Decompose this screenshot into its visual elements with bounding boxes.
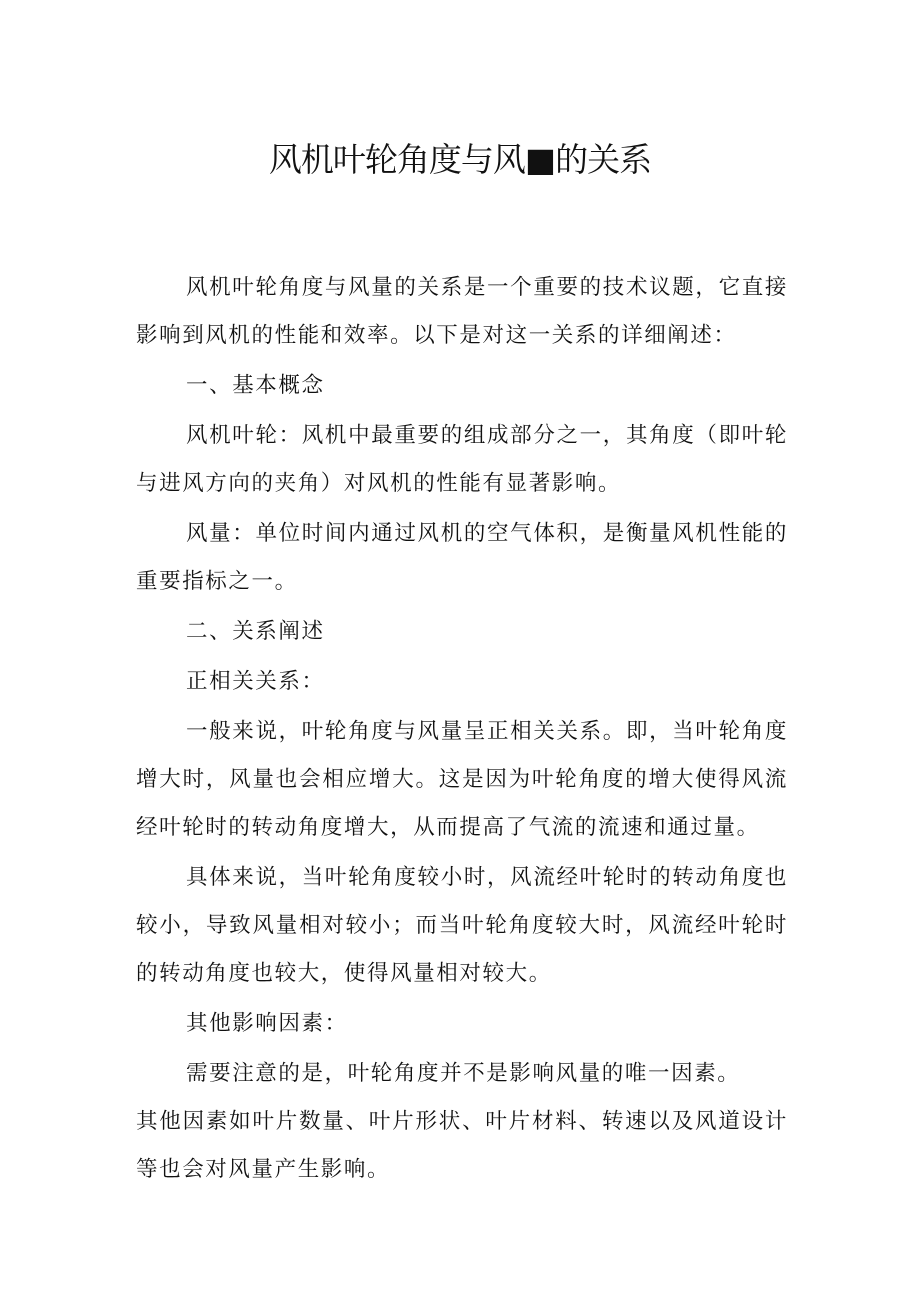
subheading-other-factors: 其他影响因素： bbox=[186, 1011, 348, 1036]
document-body bbox=[136, 264, 788, 1194]
paragraph-general: 一般来说，叶轮角度与风量呈正相关关系。即，当叶轮角度增大时，风量也会相应增大。这是因为叶轮角度的增大使得风流经叶轮时的转动角度增大，从而提高了气流的流速和通过量。 bbox=[136, 719, 788, 840]
paragraph-note: 需要注意的是，叶轮角度并不是影响风量的唯一因素。 bbox=[186, 1061, 741, 1086]
paragraph-other-factors: 其他因素如叶片数量、叶片形状、叶片材料、转速以及风道设计等也会对风量产生影响。 bbox=[136, 1109, 788, 1182]
document-title: 风机叶轮角度与风■的关系 bbox=[268, 140, 652, 179]
intro-paragraph: 风机叶轮角度与风量的关系是一个重要的技术议题，它直接影响到风机的性能和效率。以下是对这一关系的详细阐述： bbox=[136, 275, 788, 348]
definition-impeller: 风机叶轮：风机中最重要的组成部分之一，其角度（即叶轮与进风方向的夹角）对风机的性能有显著影响。 bbox=[136, 423, 788, 496]
paragraph-specific: 具体来说，当叶轮角度较小时，风流经叶轮时的转动角度也较小，导致风量相对较小；而当叶轮角度较大时，风流经叶轮时的转动角度也较大，使得风量相对较大。 bbox=[136, 865, 788, 986]
section-heading-basic-concepts: 一、基本概念 bbox=[186, 373, 325, 398]
definition-air-volume: 风量：单位时间内通过风机的空气体积，是衡量风机性能的重要指标之一。 bbox=[136, 521, 788, 594]
subheading-positive-correlation: 正相关关系： bbox=[186, 669, 325, 694]
section-heading-relationship: 二、关系阐述 bbox=[186, 619, 325, 644]
